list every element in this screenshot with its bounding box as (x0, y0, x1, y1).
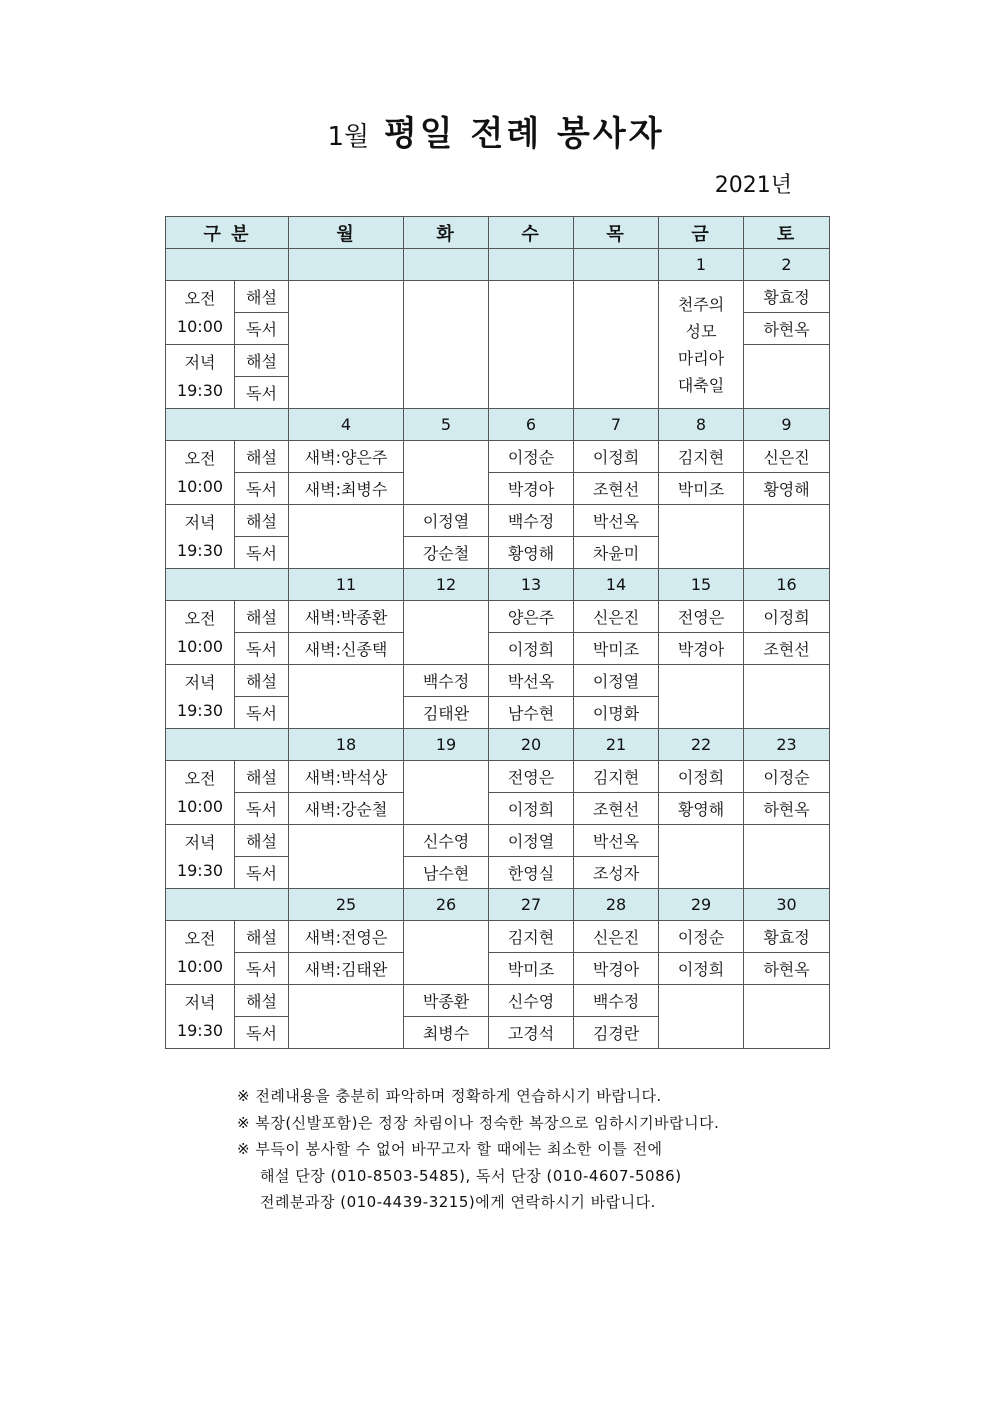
volunteer-cell: 박종환 (404, 985, 489, 1017)
date-cell: 11 (289, 569, 404, 601)
empty-cell (659, 825, 744, 889)
session-label (166, 921, 235, 985)
empty-cell (289, 665, 404, 729)
column-header: 토 (744, 217, 830, 249)
volunteer-cell: 조현선 (744, 633, 830, 665)
empty-cell (744, 985, 830, 1049)
volunteer-cell: 황영해 (744, 473, 830, 505)
date-row-label (166, 569, 289, 601)
volunteer-cell: 백수정 (404, 665, 489, 697)
volunteer-cell: 새벽:신종택 (289, 633, 404, 665)
year-label: 2021년 (714, 173, 792, 198)
session-label (166, 601, 235, 665)
volunteer-cell: 김경란 (574, 1017, 659, 1049)
volunteer-cell: 새벽:강순철 (289, 793, 404, 825)
feast-line: 천주의 (677, 294, 725, 314)
date-cell: 1 (659, 249, 744, 281)
date-cell: 6 (489, 409, 574, 441)
session-name: 오전 (184, 928, 216, 948)
date-cell (404, 249, 489, 281)
date-cell: 9 (744, 409, 830, 441)
date-cell: 29 (659, 889, 744, 921)
title-text: 평일 전례 봉사자 (383, 114, 665, 154)
role-label: 해설 (235, 985, 289, 1017)
volunteer-cell: 박선옥 (574, 505, 659, 537)
session-label (166, 761, 235, 825)
date-cell: 20 (489, 729, 574, 761)
volunteer-cell: 황영해 (489, 537, 574, 569)
volunteer-cell: 백수정 (489, 505, 574, 537)
volunteer-cell: 강순철 (404, 537, 489, 569)
volunteer-cell: 신은진 (574, 921, 659, 953)
volunteer-cell: 새벽:박종환 (289, 601, 404, 633)
volunteer-cell: 박경아 (574, 953, 659, 985)
session-name: 저녁 (184, 512, 216, 532)
volunteer-cell: 신은진 (574, 601, 659, 633)
volunteer-cell: 이정희 (489, 633, 574, 665)
column-header: 월 (289, 217, 404, 249)
volunteer-cell: 이정희 (489, 793, 574, 825)
session-name: 저녁 (184, 992, 216, 1012)
role-label: 독서 (235, 313, 289, 345)
session-time: 10:00 (176, 316, 224, 336)
date-cell (489, 249, 574, 281)
volunteer-cell: 김지현 (574, 761, 659, 793)
note-contact-line: 해설 단장 (010-8503-5485), 독서 단장 (010-4607-5086) (260, 1166, 682, 1185)
date-cell: 2 (744, 249, 830, 281)
note-line: ※ 부득이 봉사할 수 없어 바꾸고자 할 때에는 최소한 이틀 전에 (237, 1140, 663, 1158)
date-cell: 28 (574, 889, 659, 921)
volunteer-cell: 이정순 (744, 761, 830, 793)
column-header: 화 (404, 217, 489, 249)
date-row-label (166, 729, 289, 761)
empty-cell (289, 825, 404, 889)
date-cell (574, 249, 659, 281)
volunteer-cell: 하현옥 (744, 953, 830, 985)
role-label: 독서 (235, 377, 289, 409)
empty-cell (744, 825, 830, 889)
session-name: 저녁 (184, 832, 216, 852)
note-contact-line: 전례분과장 (010-4439-3215)에게 연락하시기 바랍니다. (260, 1193, 656, 1211)
date-row-label (166, 889, 289, 921)
feast-line: 대축일 (677, 375, 725, 395)
role-label: 해설 (235, 825, 289, 857)
notes (237, 1083, 877, 1216)
volunteer-cell: 새벽:박석상 (289, 761, 404, 793)
role-label: 독서 (235, 953, 289, 985)
volunteer-cell: 이정희 (659, 953, 744, 985)
role-label: 독서 (235, 1017, 289, 1049)
empty-cell (404, 921, 489, 985)
column-header: 금 (659, 217, 744, 249)
role-label: 독서 (235, 793, 289, 825)
title-month: 1월 (327, 122, 370, 152)
session-label (166, 505, 235, 569)
volunteer-cell: 새벽:김태완 (289, 953, 404, 985)
session-label (166, 665, 235, 729)
volunteer-cell: 이정열 (489, 825, 574, 857)
volunteer-cell: 이정열 (404, 505, 489, 537)
volunteer-cell: 새벽:양은주 (289, 441, 404, 473)
note-line: ※ 복장(신발포함)은 정장 차림이나 정숙한 복장으로 임하시기바랍니다. (237, 1113, 720, 1132)
empty-cell (404, 761, 489, 825)
note-line: ※ 전례내용을 충분히 파악하며 정확하게 연습하시기 바랍니다. (237, 1087, 662, 1105)
volunteer-cell: 조현선 (574, 793, 659, 825)
volunteer-cell: 박미조 (659, 473, 744, 505)
feast-line: 성모 (685, 321, 717, 341)
session-name: 저녁 (184, 352, 216, 372)
date-cell: 15 (659, 569, 744, 601)
role-label: 해설 (235, 345, 289, 377)
empty-cell (289, 281, 404, 409)
volunteer-cell: 황효정 (744, 281, 830, 313)
role-label: 해설 (235, 921, 289, 953)
empty-cell (744, 505, 830, 569)
date-cell: 7 (574, 409, 659, 441)
empty-cell (404, 441, 489, 505)
schedule-table (165, 216, 830, 1049)
feast-cell (659, 281, 744, 409)
session-name: 오전 (184, 608, 216, 628)
volunteer-cell: 하현옥 (744, 793, 830, 825)
date-cell: 12 (404, 569, 489, 601)
empty-cell (289, 505, 404, 569)
date-cell: 18 (289, 729, 404, 761)
empty-cell (659, 665, 744, 729)
volunteer-cell: 이정희 (574, 441, 659, 473)
volunteer-cell: 신수영 (404, 825, 489, 857)
volunteer-cell: 남수현 (489, 697, 574, 729)
date-cell: 26 (404, 889, 489, 921)
date-cell (289, 249, 404, 281)
date-cell: 30 (744, 889, 830, 921)
volunteer-cell: 고경석 (489, 1017, 574, 1049)
empty-cell (289, 985, 404, 1049)
role-label: 독서 (235, 473, 289, 505)
volunteer-cell: 이정열 (574, 665, 659, 697)
session-name: 오전 (184, 448, 216, 468)
volunteer-cell: 최병수 (404, 1017, 489, 1049)
role-label: 해설 (235, 441, 289, 473)
volunteer-cell: 남수현 (404, 857, 489, 889)
empty-cell (574, 281, 659, 409)
date-cell: 5 (404, 409, 489, 441)
session-time: 10:00 (176, 956, 224, 976)
empty-cell (744, 345, 830, 409)
role-label: 독서 (235, 697, 289, 729)
column-header: 수 (489, 217, 574, 249)
empty-cell (404, 281, 489, 409)
volunteer-cell: 신은진 (744, 441, 830, 473)
date-cell: 8 (659, 409, 744, 441)
volunteer-cell: 박미조 (489, 953, 574, 985)
date-cell: 16 (744, 569, 830, 601)
session-time: 10:00 (176, 796, 224, 816)
page-title (0, 106, 992, 155)
volunteer-cell: 하현옥 (744, 313, 830, 345)
feast-line: 마리아 (677, 348, 725, 368)
volunteer-cell: 조성자 (574, 857, 659, 889)
column-header: 구 분 (166, 217, 289, 249)
role-label: 해설 (235, 505, 289, 537)
volunteer-cell: 황영해 (659, 793, 744, 825)
date-cell: 25 (289, 889, 404, 921)
session-time: 19:30 (176, 700, 224, 720)
empty-cell (744, 665, 830, 729)
session-time: 10:00 (176, 476, 224, 496)
session-time: 19:30 (176, 540, 224, 560)
session-label (166, 825, 235, 889)
date-cell: 23 (744, 729, 830, 761)
session-time: 19:30 (176, 860, 224, 880)
volunteer-cell: 박선옥 (574, 825, 659, 857)
role-label: 독서 (235, 633, 289, 665)
volunteer-cell: 한영실 (489, 857, 574, 889)
session-label (166, 985, 235, 1049)
empty-cell (659, 505, 744, 569)
role-label: 해설 (235, 601, 289, 633)
date-cell: 19 (404, 729, 489, 761)
session-name: 저녁 (184, 672, 216, 692)
volunteer-cell: 차윤미 (574, 537, 659, 569)
date-cell: 27 (489, 889, 574, 921)
date-row-label (166, 409, 289, 441)
role-label: 독서 (235, 537, 289, 569)
volunteer-cell: 박경아 (489, 473, 574, 505)
volunteer-cell: 이정희 (744, 601, 830, 633)
session-name: 오전 (184, 288, 216, 308)
volunteer-cell: 박미조 (574, 633, 659, 665)
volunteer-cell: 박선옥 (489, 665, 574, 697)
date-cell: 13 (489, 569, 574, 601)
session-time: 10:00 (176, 636, 224, 656)
session-time: 19:30 (176, 380, 224, 400)
date-cell: 4 (289, 409, 404, 441)
date-cell: 21 (574, 729, 659, 761)
volunteer-cell: 새벽:전영은 (289, 921, 404, 953)
session-time: 19:30 (176, 1020, 224, 1040)
volunteer-cell: 김지현 (489, 921, 574, 953)
session-name: 오전 (184, 768, 216, 788)
role-label: 독서 (235, 857, 289, 889)
date-cell: 22 (659, 729, 744, 761)
volunteer-cell: 전영은 (489, 761, 574, 793)
volunteer-cell: 백수정 (574, 985, 659, 1017)
empty-cell (489, 281, 574, 409)
volunteer-cell: 김지현 (659, 441, 744, 473)
volunteer-cell: 이정순 (659, 921, 744, 953)
role-label: 해설 (235, 665, 289, 697)
volunteer-cell: 황효정 (744, 921, 830, 953)
volunteer-cell: 양은주 (489, 601, 574, 633)
volunteer-cell: 이정순 (489, 441, 574, 473)
volunteer-cell: 신수영 (489, 985, 574, 1017)
volunteer-cell: 이명화 (574, 697, 659, 729)
volunteer-cell: 김태완 (404, 697, 489, 729)
volunteer-cell: 이정희 (659, 761, 744, 793)
empty-cell (659, 985, 744, 1049)
session-label (166, 281, 235, 345)
volunteer-cell: 조현선 (574, 473, 659, 505)
session-label (166, 345, 235, 409)
session-label (166, 441, 235, 505)
role-label: 해설 (235, 281, 289, 313)
role-label: 해설 (235, 761, 289, 793)
column-header: 목 (574, 217, 659, 249)
volunteer-cell: 새벽:최병수 (289, 473, 404, 505)
volunteer-cell: 박경아 (659, 633, 744, 665)
date-row-label (166, 249, 289, 281)
volunteer-cell: 전영은 (659, 601, 744, 633)
empty-cell (404, 601, 489, 665)
date-cell: 14 (574, 569, 659, 601)
